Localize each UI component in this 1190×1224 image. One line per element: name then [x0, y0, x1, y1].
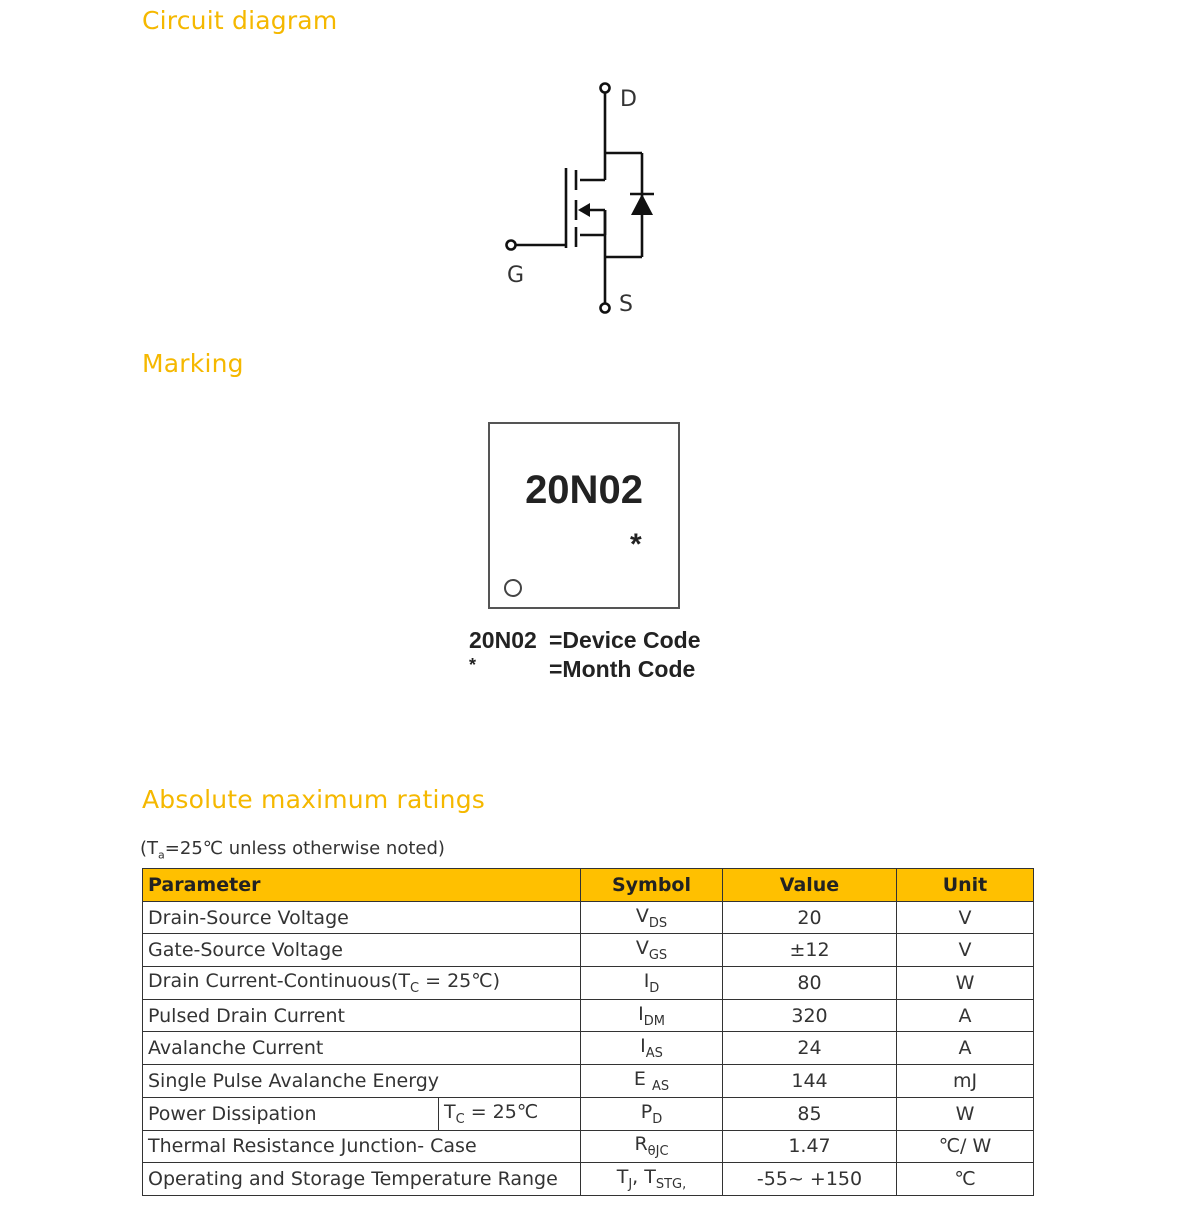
row-parameter: Drain-Source Voltage [143, 901, 581, 934]
row-value: 85 [723, 1097, 897, 1130]
legend-code: * [469, 655, 477, 675]
legend-code: 20N02 [469, 627, 537, 653]
row-value: 24 [723, 1032, 897, 1065]
circuit-diagram-heading: Circuit diagram [142, 6, 338, 35]
row-symbol: $I_D$ [581, 967, 723, 1000]
marking-heading: Marking [142, 349, 244, 378]
row-condition: $T_C$ = 25℃ [439, 1097, 581, 1130]
row-unit: A [897, 999, 1034, 1032]
ratings-heading: Absolute maximum ratings [142, 785, 486, 814]
legend-description: =Device Code [549, 627, 701, 653]
row-parameter: Avalanche Current [143, 1032, 581, 1065]
row-value: 80 [723, 967, 897, 1000]
row-symbol: E $_{AS}$ [581, 1065, 723, 1098]
row-symbol: $V_{GS}$ [581, 934, 723, 967]
row-value: 1.47 [723, 1130, 897, 1163]
row-parameter: Gate-Source Voltage [143, 934, 581, 967]
marking-device-code: 20N02 [525, 468, 643, 512]
header-symbol: Symbol [581, 869, 723, 902]
table-row [143, 901, 1034, 934]
row-symbol: $I_{AS}$ [581, 1032, 723, 1065]
row-value: -55~ +150 [723, 1163, 897, 1196]
table-header-row [143, 869, 1034, 902]
source-pin-label: S [619, 292, 633, 317]
table-row [143, 934, 1034, 967]
row-symbol: $T_J$, $T_{STG,}$ [581, 1163, 723, 1196]
row-value: 320 [723, 999, 897, 1032]
row-unit: W [897, 967, 1034, 1000]
marking-month-code: * [630, 528, 642, 561]
row-symbol: $V_{DS}$ [581, 901, 723, 934]
table-row [143, 1130, 1034, 1163]
ratings-condition-note: ($T_a=25℃$ unless otherwise noted) [140, 838, 445, 862]
row-unit: A [897, 1032, 1034, 1065]
package-marking-box [488, 422, 680, 609]
gate-pin-label: G [507, 263, 525, 288]
row-unit: ℃/ W [897, 1130, 1034, 1163]
table-row [143, 1032, 1034, 1065]
table-row [143, 967, 1034, 1000]
header-parameter: Parameter [143, 869, 581, 902]
row-value: ±12 [723, 934, 897, 967]
row-parameter: Single Pulse Avalanche Energy [143, 1065, 581, 1098]
header-unit: Unit [897, 869, 1034, 902]
row-parameter: Power Dissipation [143, 1097, 439, 1130]
row-symbol: $I_{DM}$ [581, 999, 723, 1032]
row-unit: mJ [897, 1065, 1034, 1098]
row-parameter: Thermal Resistance Junction- Case [143, 1130, 581, 1163]
row-unit: V [897, 901, 1034, 934]
table-row [143, 1163, 1034, 1196]
row-unit: ℃ [897, 1163, 1034, 1196]
row-unit: V [897, 934, 1034, 967]
row-unit: W [897, 1097, 1034, 1130]
row-parameter: Drain Current-$Continuous(T_C$ = 25℃) [143, 967, 581, 1000]
legend-description: =Month Code [549, 656, 696, 682]
row-parameter: Pulsed Drain Current [143, 999, 581, 1032]
table-row [143, 999, 1034, 1032]
drain-pin-label: D [620, 87, 637, 112]
row-value: 20 [723, 901, 897, 934]
row-parameter: Operating and Storage Temperature Range [143, 1163, 581, 1196]
table-row [143, 1065, 1034, 1098]
header-value: Value [723, 869, 897, 902]
pin1-indicator-icon [504, 579, 522, 597]
row-symbol: $R_{\theta JC}$ [581, 1130, 723, 1163]
row-value: 144 [723, 1065, 897, 1098]
mosfet-circuit-symbol [490, 70, 670, 320]
row-symbol: $P_D$ [581, 1097, 723, 1130]
table-row [143, 1097, 1034, 1130]
absolute-maximum-ratings-table [142, 868, 1034, 1196]
